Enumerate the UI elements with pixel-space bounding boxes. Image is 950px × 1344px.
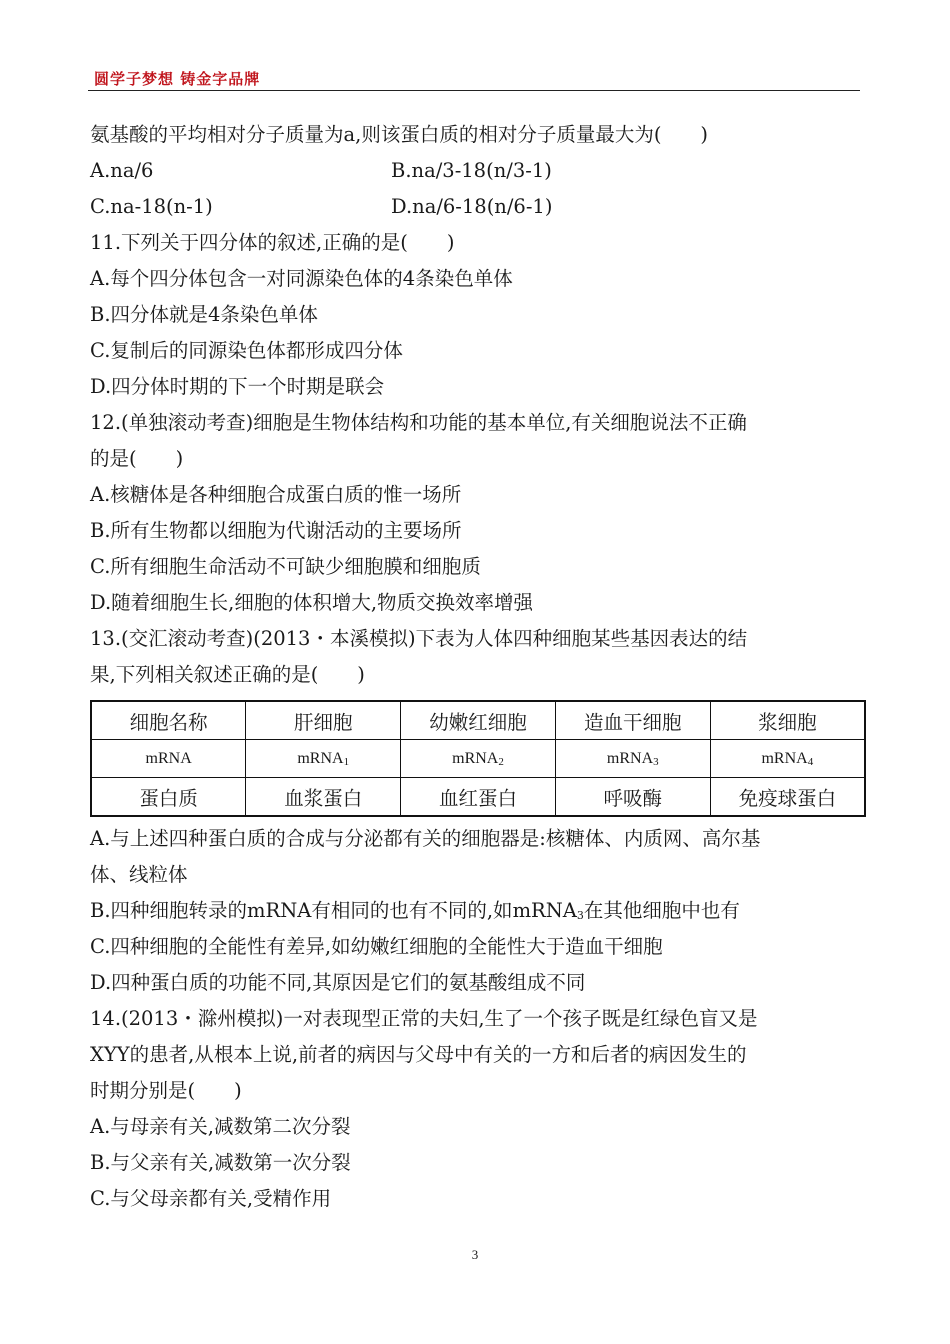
q12-option-d: D.随着细胞生长,细胞的体积增大,物质交换效率增强 bbox=[90, 591, 534, 614]
table-cell bbox=[401, 740, 556, 778]
q11-option-d: D.四分体时期的下一个时期是联会 bbox=[90, 375, 385, 398]
table-cell: 肝细胞 bbox=[246, 701, 401, 740]
q10-option-b: B.na/3-18(n/3-1) bbox=[391, 159, 552, 182]
q12-option-c: C.所有细胞生命活动不可缺少细胞膜和细胞质 bbox=[90, 555, 481, 578]
q10-option-d: D.na/6-18(n/6-1) bbox=[391, 195, 553, 218]
q14-option-c: C.与父母亲都有关,受精作用 bbox=[90, 1187, 332, 1210]
page-number: 3 bbox=[471, 1247, 479, 1262]
table-cell: 免疫球蛋白 bbox=[710, 778, 865, 817]
q10-options-row-2 bbox=[90, 189, 862, 225]
q13-option-d: D.四种蛋白质的功能不同,其原因是它们的氨基酸组成不同 bbox=[90, 971, 586, 994]
mrna-subscript: 2 bbox=[498, 755, 504, 768]
q13-option-a-line-1: A.与上述四种蛋白质的合成与分泌都有关的细胞器是:核糖体、内质网、高尔基 bbox=[90, 827, 761, 850]
q13-option-a-line-2: 体、线粒体 bbox=[90, 863, 188, 886]
q12-stem-line-2: 的是( ) bbox=[90, 447, 184, 470]
q14-option-a: A.与母亲有关,减数第二次分裂 bbox=[90, 1115, 351, 1138]
table-mrna-row bbox=[91, 740, 865, 778]
q13-option-c: C.四种细胞的全能性有差异,如幼嫩红细胞的全能性大于造血干细胞 bbox=[90, 935, 663, 958]
q13-option-b-sub: 3 bbox=[576, 909, 584, 922]
q13-option-b bbox=[90, 893, 862, 929]
page-content bbox=[90, 117, 862, 1217]
q13-option-b-mrna: mRNA bbox=[247, 899, 312, 922]
table-cell: 浆细胞 bbox=[710, 701, 865, 740]
mrna-base: mRNA bbox=[297, 749, 344, 767]
table-cell: 造血干细胞 bbox=[555, 701, 710, 740]
q13-option-b-post: 在其他细胞中也有 bbox=[583, 899, 740, 922]
table-cell: 血浆蛋白 bbox=[246, 778, 401, 817]
q10-option-a: A.na/6 bbox=[90, 159, 154, 182]
q14-stem-line-2: XYY的患者,从根本上说,前者的病因与父母中有关的一方和后者的病因发生的 bbox=[90, 1043, 747, 1066]
q12-option-b: B.所有生物都以细胞为代谢活动的主要场所 bbox=[90, 519, 462, 542]
q10-option-c: C.na-18(n-1) bbox=[90, 195, 213, 218]
table-cell bbox=[555, 740, 710, 778]
table-cell: 细胞名称 bbox=[91, 701, 246, 740]
table-cell: 幼嫩红细胞 bbox=[401, 701, 556, 740]
q14-stem-line-1: 14.(2013・滁州模拟)一对表现型正常的夫妇,生了一个孩子既是红绿色盲又是 bbox=[90, 1007, 758, 1030]
q13-option-b-mrna: mRNA bbox=[512, 899, 577, 922]
mrna-subscript: 3 bbox=[653, 755, 659, 768]
header-slogan: 圆学子梦想 铸金字品牌 bbox=[94, 70, 261, 88]
table-cell: 呼吸酶 bbox=[555, 778, 710, 817]
table-cell bbox=[710, 740, 865, 778]
header-divider bbox=[88, 90, 860, 91]
table-cell: mRNA bbox=[91, 740, 246, 778]
q13-stem-line-2: 果,下列相关叙述正确的是( ) bbox=[90, 663, 365, 686]
q11-option-a: A.每个四分体包含一对同源染色体的4条染色单体 bbox=[90, 267, 513, 290]
q10-options-row-1 bbox=[90, 153, 862, 189]
mrna-subscript: 4 bbox=[807, 755, 814, 768]
table-header-row bbox=[91, 701, 865, 740]
q11-stem: 11.下列关于四分体的叙述,正确的是( ) bbox=[90, 231, 455, 254]
q11-option-b: B.四分体就是4条染色单体 bbox=[90, 303, 318, 326]
q13-stem-line-1: 13.(交汇滚动考查)(2013・本溪模拟)下表为人体四种细胞某些基因表达的结 bbox=[90, 627, 748, 650]
q14-stem-line-3: 时期分别是( ) bbox=[90, 1079, 242, 1102]
mrna-base: mRNA bbox=[452, 749, 499, 767]
q12-stem-line-1: 12.(单独滚动考查)细胞是生物体结构和功能的基本单位,有关细胞说法不正确 bbox=[90, 411, 747, 434]
table-protein-row bbox=[91, 778, 865, 817]
mrna-subscript: 1 bbox=[343, 755, 350, 768]
q14-option-b: B.与父亲有关,减数第一次分裂 bbox=[90, 1151, 351, 1174]
table-cell bbox=[246, 740, 401, 778]
q12-option-a: A.核糖体是各种细胞合成蛋白质的惟一场所 bbox=[90, 483, 462, 506]
mrna-base: mRNA bbox=[606, 749, 654, 767]
mrna-base: mRNA bbox=[761, 749, 808, 767]
q13-option-b-mid: 有相同的也有不同的,如 bbox=[311, 899, 513, 922]
q10-stem-tail: 氨基酸的平均相对分子质量为a,则该蛋白质的相对分子质量最大为( ) bbox=[90, 123, 709, 146]
gene-expression-table bbox=[90, 700, 866, 817]
q13-option-b-pre: B.四种细胞转录的 bbox=[90, 899, 248, 922]
table-cell: 蛋白质 bbox=[91, 778, 246, 817]
table-cell: 血红蛋白 bbox=[401, 778, 556, 817]
q11-option-c: C.复制后的同源染色体都形成四分体 bbox=[90, 339, 403, 362]
